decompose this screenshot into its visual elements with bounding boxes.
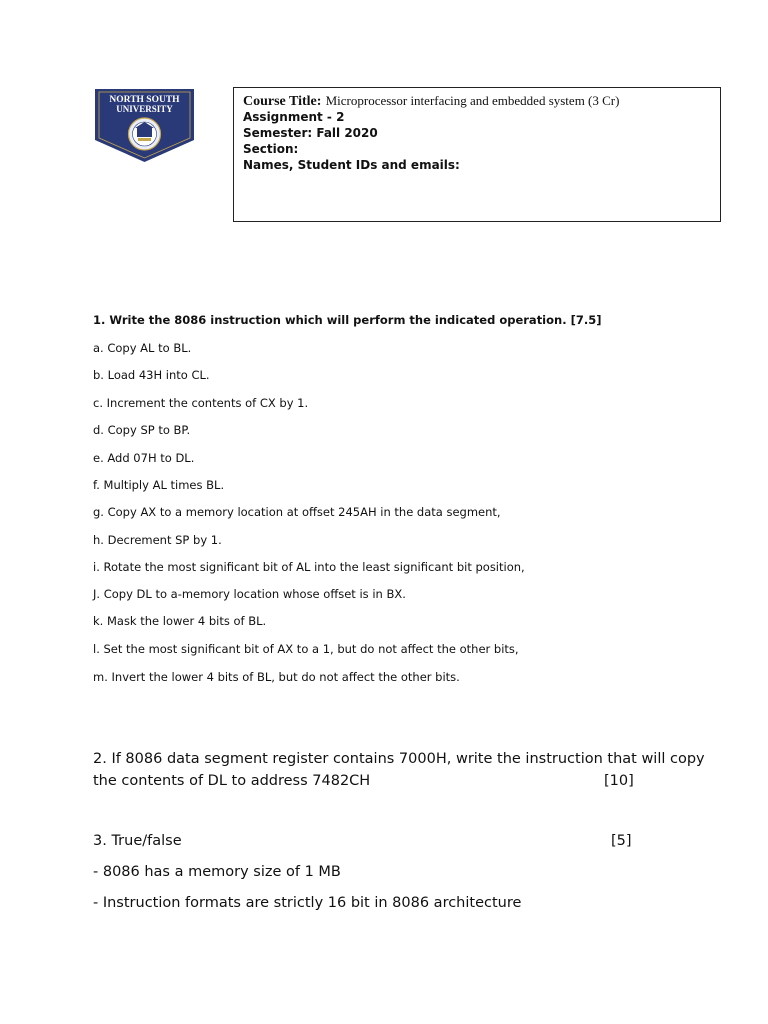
q1-item: d. Copy SP to BP. <box>93 423 191 437</box>
q1-item: g. Copy AX to a memory location at offset 245AH in the data segment, <box>93 505 501 519</box>
course-title-label: Course Title: <box>243 94 322 109</box>
q1-item: J. Copy DL to a-memory location whose offset is in BX. <box>93 587 406 601</box>
course-info-box <box>233 87 721 222</box>
q1-heading: 1. Write the 8086 instruction which will perform the indicated operation. [7.5] <box>93 313 602 327</box>
q3-marks: [5] <box>611 833 632 849</box>
university-logo <box>93 88 196 163</box>
q2-line2: the contents of DL to address 7482CH <box>93 773 371 789</box>
q2-marks: [10] <box>604 773 634 789</box>
q1-item: k. Mask the lower 4 bits of BL. <box>93 614 267 628</box>
logo-line1: NORTH SOUTH <box>109 95 180 105</box>
logo-line2: UNIVERSITY <box>116 104 173 114</box>
assignment-label: Assignment - 2 <box>243 110 345 124</box>
q2-line1: 2. If 8086 data segment register contains 7000H, write the instruction that will copy <box>93 751 705 767</box>
q3-statement: - 8086 has a memory size of 1 MB <box>93 864 341 880</box>
q1-item: a. Copy AL to BL. <box>93 341 192 355</box>
q1-item: m. Invert the lower 4 bits of BL, but do not affect the other bits. <box>93 670 460 684</box>
course-title-value: Microprocessor interfacing and embedded system (3 Cr) <box>325 93 620 108</box>
q1-item: i. Rotate the most significant bit of AL into the least significant bit position, <box>93 560 525 574</box>
section-label: Section: <box>243 142 299 156</box>
q1-item: e. Add 07H to DL. <box>93 451 195 465</box>
q3-statement: - Instruction formats are strictly 16 bit in 8086 architecture <box>93 895 522 911</box>
semester-label: Semester: Fall 2020 <box>243 126 378 140</box>
q1-item: c. Increment the contents of CX by 1. <box>93 396 309 410</box>
q1-item: f. Multiply AL times BL. <box>93 478 225 492</box>
q1-item: h. Decrement SP by 1. <box>93 533 222 547</box>
q3-heading: 3. True/false <box>93 833 182 849</box>
names-label: Names, Student IDs and emails: <box>243 158 460 172</box>
course-title-line <box>243 93 619 110</box>
q1-item: b. Load 43H into CL. <box>93 368 210 382</box>
q1-item: l. Set the most significant bit of AX to a 1, but do not affect the other bits, <box>93 642 519 656</box>
logo-shield-icon <box>93 88 196 163</box>
